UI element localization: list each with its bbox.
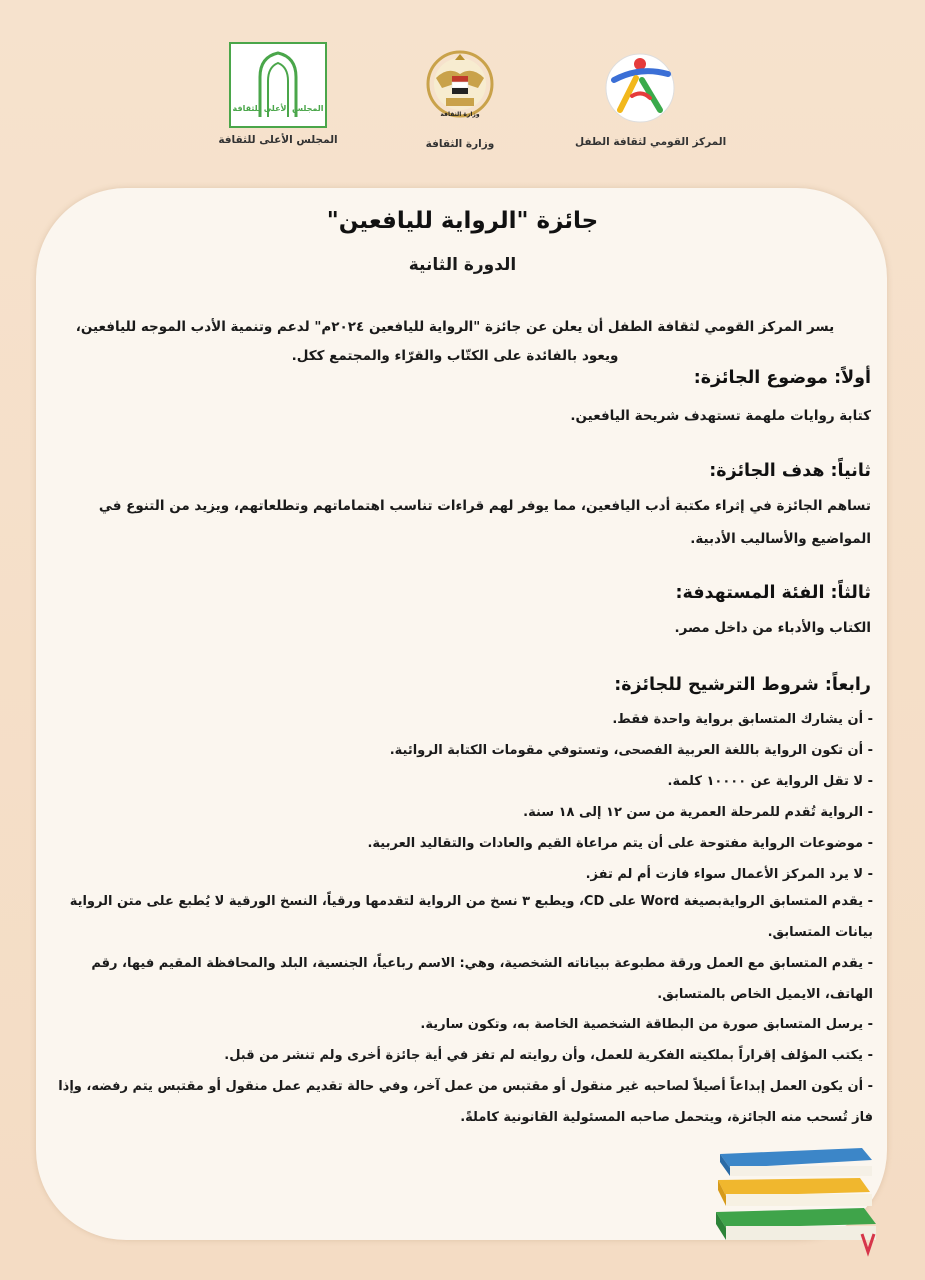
condition-item: - أن تكون الرواية باللغة العربية الفصحى، وتستوفي مقومات الكتابة الروائية. [389, 743, 873, 758]
ministry-caption: وزارة الثقافة [425, 138, 495, 150]
condition-item: - أن يكون العمل إبداعاً أصيلاً لصاحبه غير منقول أو مقتبس من عمل آخر، وفي حالة تقديم عمل منقول أو مقتبس يتم رفضه، وإذا فاز تُسحب منه الجائزة، ويتحمل صاحبه المسئولية القانونية كاملةً. [58, 1079, 873, 1125]
section-heading-conditions: رابعاً: شروط الترشيح للجائزة: [614, 675, 871, 695]
condition-item: - لا تقل الرواية عن ١٠٠٠٠ كلمة. [667, 774, 873, 789]
condition-item: - يكتب المؤلف إقراراً بملكيته الفكرية للعمل، وأن روايته لم تفز في أية جائزة أخرى ولم تنشر من قبل. [224, 1048, 873, 1063]
intro-line-2: ويعود بالفائدة على الكتّاب والقرّاء والمجتمع ككل. [291, 348, 619, 364]
section-heading-goal: ثانياً: هدف الجائزة: [709, 461, 871, 481]
ministry-emblem-text: وزارة الثقافة [440, 111, 480, 118]
section-heading-topic: أولاً: موضوع الجائزة: [693, 368, 871, 388]
condition-item: - أن يشارك المتسابق برواية واحدة فقط. [612, 712, 873, 727]
condition-item: - الرواية تُقدم للمرحلة العمرية من سن ١٢ إلى ١٨ سنة. [523, 805, 873, 820]
condition-item: - لا يرد المركز الأعمال سواء فازت أم لم تفز. [585, 867, 873, 882]
intro-line-1: يسر المركز القومي لثقافة الطفل أن يعلن عن جائزة "الرواية لليافعين ٢٠٢٤م" لدعم وتنمية الأدب الموجه لليافعين، [75, 319, 835, 335]
section-heading-audience: ثالثاً: الفئة المستهدفة: [675, 583, 871, 603]
condition-item: - يقدم المتسابق الروايةبصيغة Word على CD، ويطبع ٣ نسخ من الرواية لتقدمها ورقياً، النسخ الورقية لا يُطبع على متن الرواية بيانات المتسابق. [69, 894, 873, 940]
books-stack-icon [712, 1136, 892, 1260]
condition-item: - موضوعات الرواية مفتوحة على أن يتم مراعاة القيم والعادات والتقاليد العربية. [367, 836, 873, 851]
books-illustration [712, 1136, 892, 1256]
page-title: جائزة "الرواية لليافعين" [326, 208, 599, 234]
intro-paragraph [75, 313, 835, 371]
section-text-audience: الكتاب والأدباء من داخل مصر. [674, 620, 871, 636]
council-caption: المجلس الأعلى للثقافة [218, 134, 338, 146]
page-subtitle: الدورة الثانية [408, 255, 517, 275]
child-center-caption: المركز القومي لثقافة الطفل [575, 136, 727, 148]
council-emblem-text: المجلس الأعلى للثقافة [232, 104, 324, 113]
section-text-topic: كتابة روايات ملهمة تستهدف شريحة اليافعين. [570, 408, 871, 424]
section-text-goal: تساهم الجائزة في إثراء مكتبة أدب اليافعين، مما يوفر لهم قراءات تناسب اهتماماتهم وتطلعاتهم، ويزيد من التنوع في المواضيع والأساليب الأدبية. [98, 498, 871, 547]
condition-item: - يقدم المتسابق مع العمل ورقة مطبوعة ببياناته الشخصية، وهي: الاسم رباعياً، الجنسية، البلد والمحافظة المقيم فيها، رقم الهاتف، الايميل الخاص بالمتسابق. [91, 956, 873, 1002]
condition-item: - يرسل المتسابق صورة من البطاقة الشخصية الخاصة به، وتكون سارية. [420, 1017, 873, 1032]
